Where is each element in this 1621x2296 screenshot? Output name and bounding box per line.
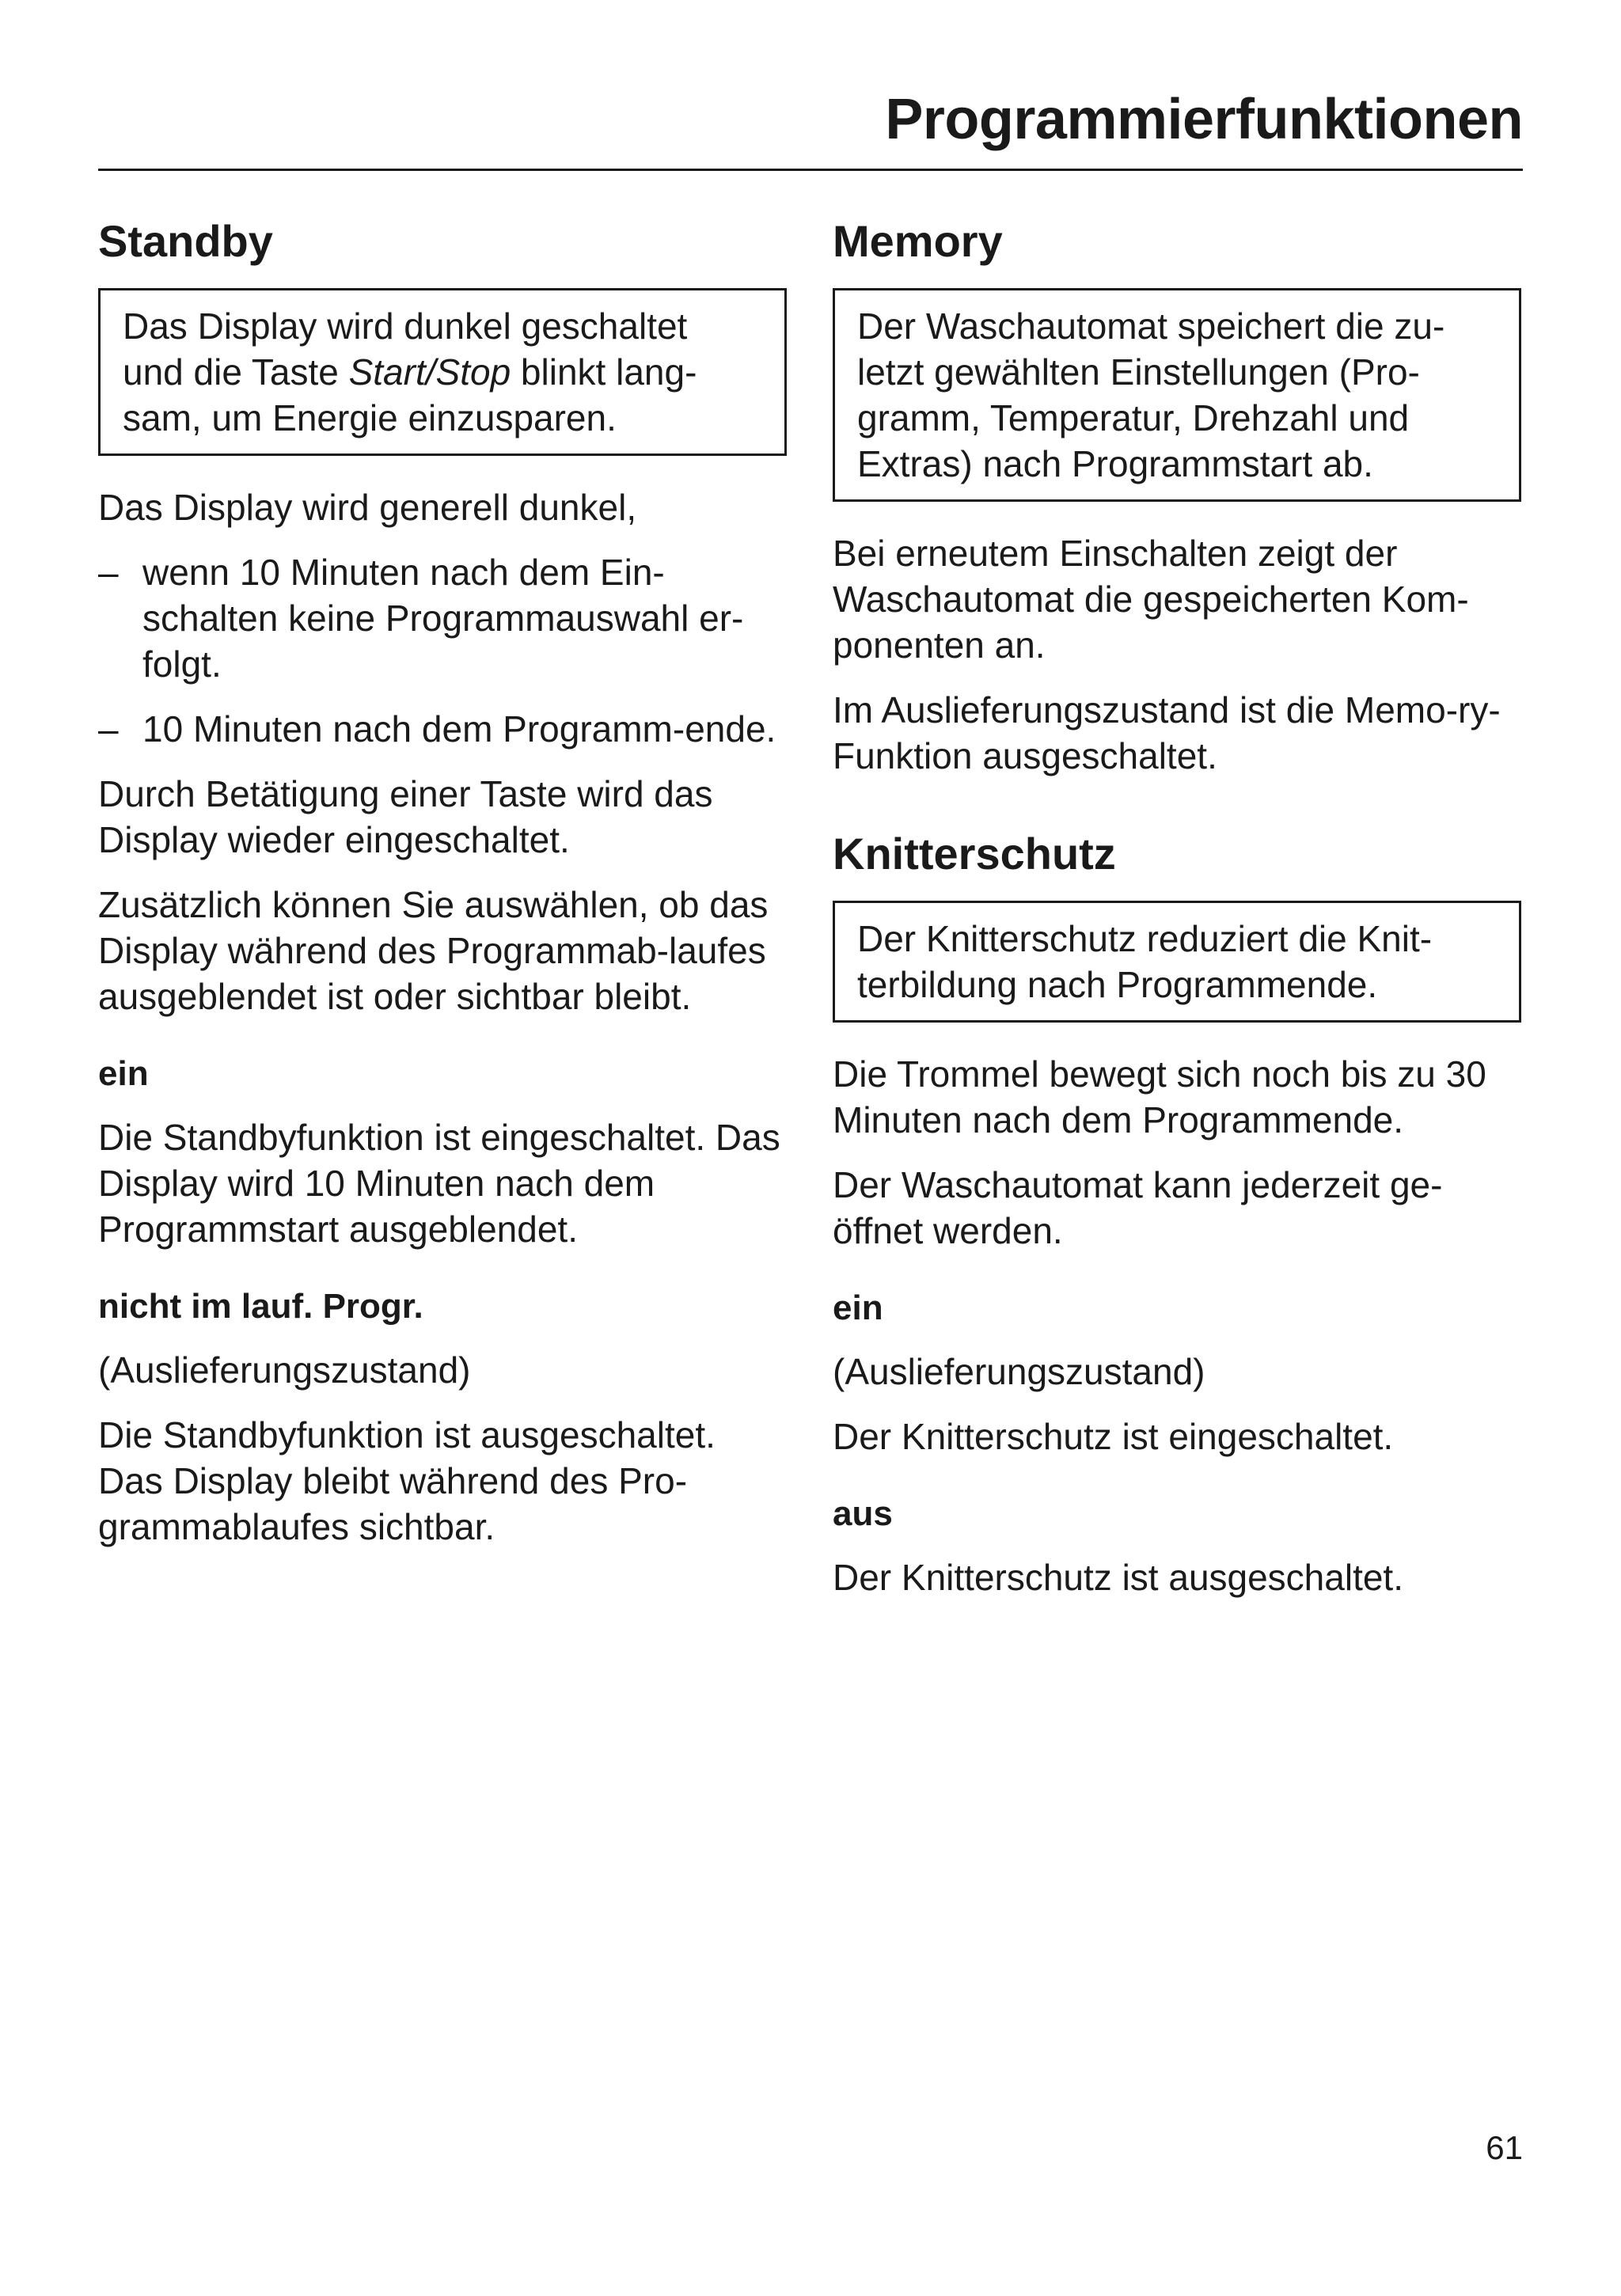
standby-box-line1: Das Display wird dunkel geschaltet [123, 306, 688, 347]
standby-section [98, 214, 787, 1569]
standby-nicht-default: (Auslieferungszustand) [98, 1349, 471, 1391]
page-title: Programmierfunktionen [885, 88, 1523, 151]
dash-bullet: – [98, 552, 119, 593]
list-item-text: wenn 10 Minuten nach dem Ein-schalten keine Programmauswahl er-folgt. [142, 552, 744, 685]
standby-box-line2-post: blinkt lang- [511, 351, 697, 393]
start-stop-key-label: Start/Stop [348, 351, 511, 393]
standby-heading: Standby [98, 216, 273, 266]
knitterschutz-ein-default: (Auslieferungszustand) [833, 1351, 1205, 1392]
standby-option-text: Zusätzlich können Sie auswählen, ob das Display während des Programmab-laufes ausgeblendet ist oder sichtbar bleibt. [98, 884, 769, 1017]
page-number: 61 [1486, 2129, 1523, 2166]
knitterschutz-drum-text: Die Trommel bewegt sich noch bis zu 30 Minuten nach dem Programmende. [833, 1053, 1486, 1140]
knitterschutz-aus-text: Der Knitterschutz ist ausgeschaltet. [833, 1557, 1403, 1598]
standby-reactivate-text: Durch Betätigung einer Taste wird das Display wieder eingeschaltet. [98, 773, 713, 860]
standby-intro: Das Display wird generell dunkel, [98, 487, 637, 528]
standby-box-line3: sam, um Energie einzusparen. [123, 397, 617, 438]
standby-box-line2-pre: und die Taste [123, 351, 349, 393]
standby-conditions-list [98, 549, 787, 752]
knitterschutz-door-text: Der Waschautomat kann jederzeit ge-öffnet werden. [833, 1164, 1443, 1251]
standby-ein-text: Die Standbyfunktion ist eingeschaltet. Das Display wird 10 Minuten nach dem Programmstart ausgeblendet. [98, 1117, 780, 1250]
list-item [98, 706, 787, 752]
memory-heading: Memory [833, 216, 1003, 266]
knitterschutz-info-text: Der Knitterschutz reduziert die Knit-terbildung nach Programmende. [857, 918, 1433, 1005]
dash-bullet: – [98, 708, 119, 750]
memory-restart-text: Bei erneutem Einschalten zeigt der Waschautomat die gespeicherten Kom-ponenten an. [833, 533, 1469, 666]
knitterschutz-heading: Knitterschutz [833, 829, 1116, 879]
standby-info-box [98, 288, 787, 456]
right-column [833, 214, 1521, 1619]
knitterschutz-ein-text: Der Knitterschutz ist eingeschaltet. [833, 1416, 1394, 1457]
list-item-text: 10 Minuten nach dem Programm-ende. [142, 708, 776, 750]
knitterschutz-aus-heading: aus [833, 1494, 893, 1533]
standby-ein-heading: ein [98, 1054, 149, 1093]
list-item [98, 549, 787, 687]
standby-nicht-text: Die Standbyfunktion ist ausgeschaltet. Das Display bleibt während des Pro-grammablaufes sichtbar. [98, 1414, 716, 1547]
memory-info-box [833, 288, 1521, 502]
memory-default-text: Im Auslieferungszustand ist die Memo-ry-Funktion ausgeschaltet. [833, 689, 1501, 776]
header-divider [98, 169, 1523, 171]
section-spacer [833, 798, 1521, 826]
memory-info-text: Der Waschautomat speichert die zu-letzt gewählten Einstellungen (Pro-gramm, Temperatur, Drehzahl und Extras) nach Programmstart ab. [857, 306, 1445, 484]
standby-nicht-heading: nicht im lauf. Progr. [98, 1287, 423, 1326]
knitterschutz-info-box [833, 901, 1521, 1023]
knitterschutz-ein-heading: ein [833, 1288, 883, 1327]
standby-info-text [123, 303, 764, 441]
